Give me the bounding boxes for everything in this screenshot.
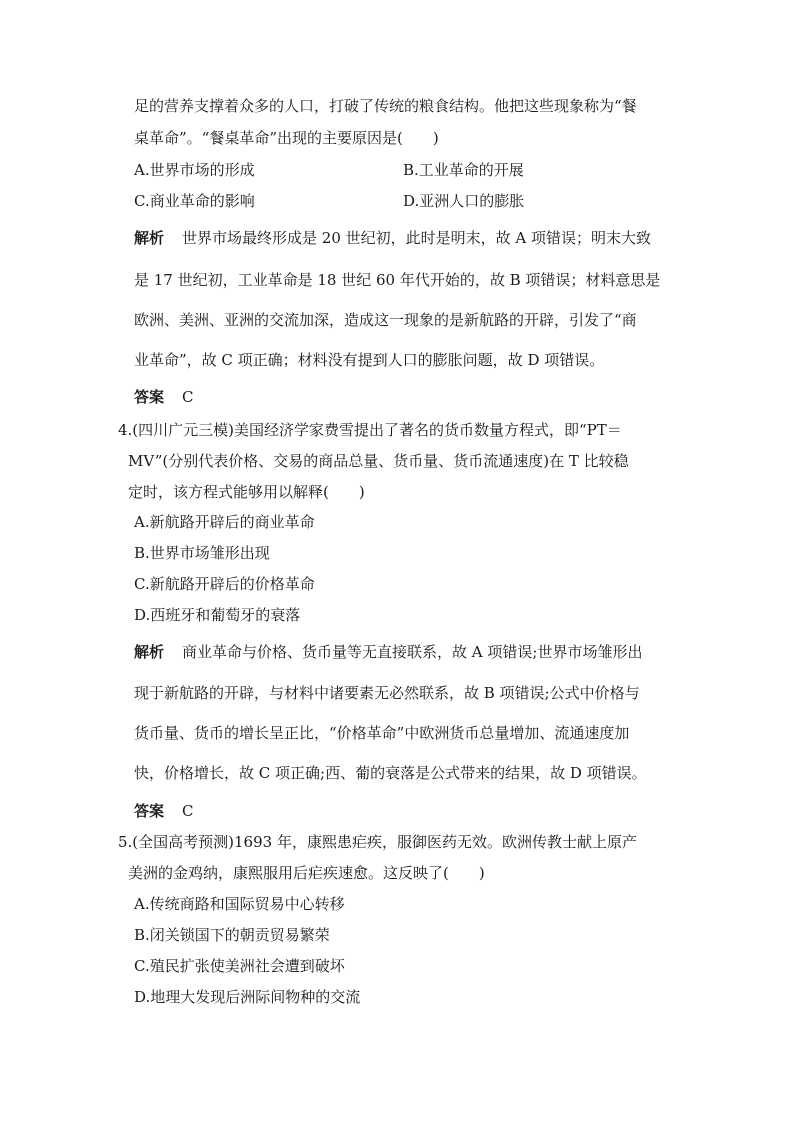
q3-option-a: A.世界市场的形成	[134, 161, 255, 179]
q4-option-b: B.世界市场雏形出现	[134, 544, 270, 562]
q3-stem-line-1: 足的营养支撑着众多的人口，打破了传统的粮食结构。他把这些现象称为“餐	[134, 97, 637, 115]
q5-option-b: B.闭关锁国下的朝贡贸易繁荣	[134, 926, 330, 944]
q3-analysis-text-1: 世界市场最终形成是 20 世纪初，此时是明末，故 A 项错误；明末大致	[182, 229, 652, 247]
q4-analysis-line-1	[134, 642, 642, 662]
q3-analysis-line-3: 欧洲、美洲、亚洲的交流加深，造成这一现象的是新航路的开辟，引发了“商	[134, 311, 637, 329]
q4-stem-line-1: 4.(四川广元三模)美国经济学家费雪提出了著名的货币数量方程式，即“PT＝	[118, 421, 622, 439]
q5-option-d: D.地理大发现后洲际间物种的交流	[134, 988, 361, 1006]
q3-answer-value: C	[182, 388, 194, 406]
q5-option-c: C.殖民扩张使美洲社会遭到破坏	[134, 957, 345, 975]
q3-option-b: B.工业革命的开展	[403, 161, 524, 179]
q3-option-c: C.商业革命的影响	[134, 192, 255, 210]
q4-analysis-label: 解析	[134, 643, 165, 661]
q3-analysis-label: 解析	[134, 229, 165, 247]
q3-analysis-line-2: 是 17 世纪初，工业革命是 18 世纪 60 年代开始的，故 B 项错误；材料意思是	[134, 271, 661, 289]
q4-analysis-text-1: 商业革命与价格、货币量等无直接联系，故 A 项错误;世界市场雏形出	[182, 643, 643, 661]
q4-answer-value: C	[182, 802, 194, 820]
q4-option-a: A.新航路开辟后的商业革命	[134, 513, 315, 531]
q4-stem-line-3: 定时，该方程式能够用以解释( )	[128, 483, 365, 501]
q3-stem-line-2: 桌革命”。“餐桌革命”出现的主要原因是( )	[134, 129, 439, 147]
q4-analysis-line-3: 货币量、货币的增长呈正比，“价格革命”中欧洲货币总量增加、流通速度加	[134, 724, 630, 742]
q5-stem-line-2: 美洲的金鸡纳，康熙服用后疟疾速愈。这反映了( )	[128, 864, 485, 882]
q3-analysis-line-4: 业革命”，故 C 项正确；材料没有提到人口的膨胀问题，故 D 项错误。	[134, 351, 605, 369]
q3-analysis-line-1	[134, 228, 651, 248]
q4-stem-line-2: MV”(分别代表价格、交易的商品总量、货币量、货币流通速度)在 T 比较稳	[128, 452, 629, 470]
q5-option-a: A.传统商路和国际贸易中心转移	[134, 895, 345, 913]
q4-analysis-line-2: 现于新航路的开辟，与材料中诸要素无必然联系，故 B 项错误;公式中价格与	[134, 684, 640, 702]
q3-answer	[134, 387, 194, 407]
q4-option-d: D.西班牙和葡萄牙的衰落	[134, 606, 301, 624]
q4-analysis-line-4: 快，价格增长，故 C 项正确;西、葡的衰落是公式带来的结果，故 D 项错误。	[134, 764, 647, 782]
q4-option-c: C.新航路开辟后的价格革命	[134, 575, 315, 593]
q3-option-d: D.亚洲人口的膨胀	[403, 192, 525, 210]
q4-answer	[134, 801, 194, 821]
q4-answer-label: 答案	[134, 802, 165, 820]
q5-stem-line-1: 5.(全国高考预测)1693 年，康熙患疟疾，服御医药无效。欧洲传教士献上原产	[118, 833, 637, 851]
q3-answer-label: 答案	[134, 388, 165, 406]
